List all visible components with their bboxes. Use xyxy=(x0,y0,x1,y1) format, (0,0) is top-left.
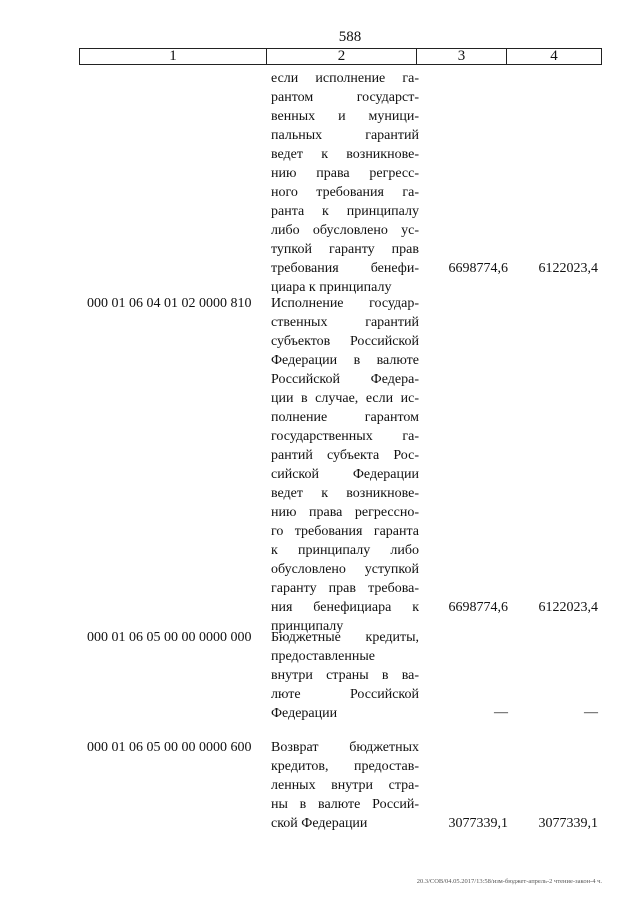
description-line: ния бенефициара к xyxy=(271,600,419,615)
description-line: Российской Федера- xyxy=(271,372,419,387)
description-line: полнение гарантом xyxy=(271,410,419,425)
row-2-col4-value: — xyxy=(584,705,598,720)
description-line: ведет к возникнове- xyxy=(271,486,419,501)
description-line: ленных внутри стра- xyxy=(271,778,419,793)
description-line: ранта к принципалу xyxy=(271,204,419,219)
description-line: государственных га- xyxy=(271,429,419,444)
description-line: предоставленные xyxy=(271,649,375,664)
row-1-code: 000 01 06 04 01 02 0000 810 xyxy=(87,296,252,311)
description-line: Федерации в валюте xyxy=(271,353,419,368)
description-line: пальных гарантий xyxy=(271,128,419,143)
row-0-col4-value: 6122023,4 xyxy=(538,261,598,276)
description-line: тупкой гаранту прав xyxy=(271,242,419,257)
description-line: Исполнение государ- xyxy=(271,296,419,311)
description-line: к принципалу либо xyxy=(271,543,419,558)
row-2-description xyxy=(271,628,419,723)
description-line: рантом государст- xyxy=(271,90,419,105)
description-line: либо обусловлено ус- xyxy=(271,223,419,238)
description-line: сийской Федерации xyxy=(271,467,419,482)
description-line: Бюджетные кредиты, xyxy=(271,630,419,645)
description-line: ведет к возникнове- xyxy=(271,147,419,162)
row-1-col3-value: 6698774,6 xyxy=(448,600,508,615)
description-line: циара к принципалу xyxy=(271,280,392,295)
row-0-description xyxy=(271,69,419,297)
row-1-description xyxy=(271,294,419,636)
description-line: кредитов, предостав- xyxy=(271,759,419,774)
row-2-col3-value: — xyxy=(494,705,508,720)
row-3-description xyxy=(271,738,419,833)
page-number: 588 xyxy=(338,29,362,45)
description-line: Возврат бюджетных xyxy=(271,740,419,755)
description-line: если исполнение га- xyxy=(271,71,419,86)
row-3-code: 000 01 06 05 00 00 0000 600 xyxy=(87,740,252,755)
description-line: ны в валюте Россий- xyxy=(271,797,419,812)
description-line: рантий субъекта Рос- xyxy=(271,448,419,463)
description-line: ственных гарантий xyxy=(271,315,419,330)
description-line: требования бенефи- xyxy=(271,261,419,276)
description-line: гаранту прав требова- xyxy=(271,581,419,596)
row-2-code: 000 01 06 05 00 00 0000 000 xyxy=(87,630,252,645)
footer-note: 20.3/СОВ/04.05.2017/13:58/изм-бюджет-апрель-2 чтение-закон-4 ч. xyxy=(416,878,602,885)
header-col-4: 4 xyxy=(550,48,558,64)
table-header xyxy=(79,48,602,65)
row-1-col4-value: 6122023,4 xyxy=(538,600,598,615)
header-col-1: 1 xyxy=(80,49,267,64)
row-0-col3-value: 6698774,6 xyxy=(448,261,508,276)
description-line: венных и муници- xyxy=(271,109,419,124)
description-line: люте Российской xyxy=(271,687,419,702)
header-col-3: 3 xyxy=(417,49,507,64)
description-line: обусловлено уступкой xyxy=(271,562,419,577)
row-3-col4-value: 3077339,1 xyxy=(538,816,598,831)
description-line: ного требования га- xyxy=(271,185,419,200)
description-line: субъектов Российской xyxy=(271,334,419,349)
description-line: ции в случае, если ис- xyxy=(271,391,419,406)
header-col-2: 2 xyxy=(267,49,417,64)
description-line: го требования гаранта xyxy=(271,524,419,539)
description-line: принципалу xyxy=(271,619,344,634)
description-line: нию права регрессно- xyxy=(271,505,419,520)
description-line: Федерации xyxy=(271,706,338,721)
row-3-col3-value: 3077339,1 xyxy=(448,816,508,831)
description-line: нию права регресс- xyxy=(271,166,419,181)
description-line: ской Федерации xyxy=(271,816,368,831)
description-line: внутри страны в ва- xyxy=(271,668,419,683)
